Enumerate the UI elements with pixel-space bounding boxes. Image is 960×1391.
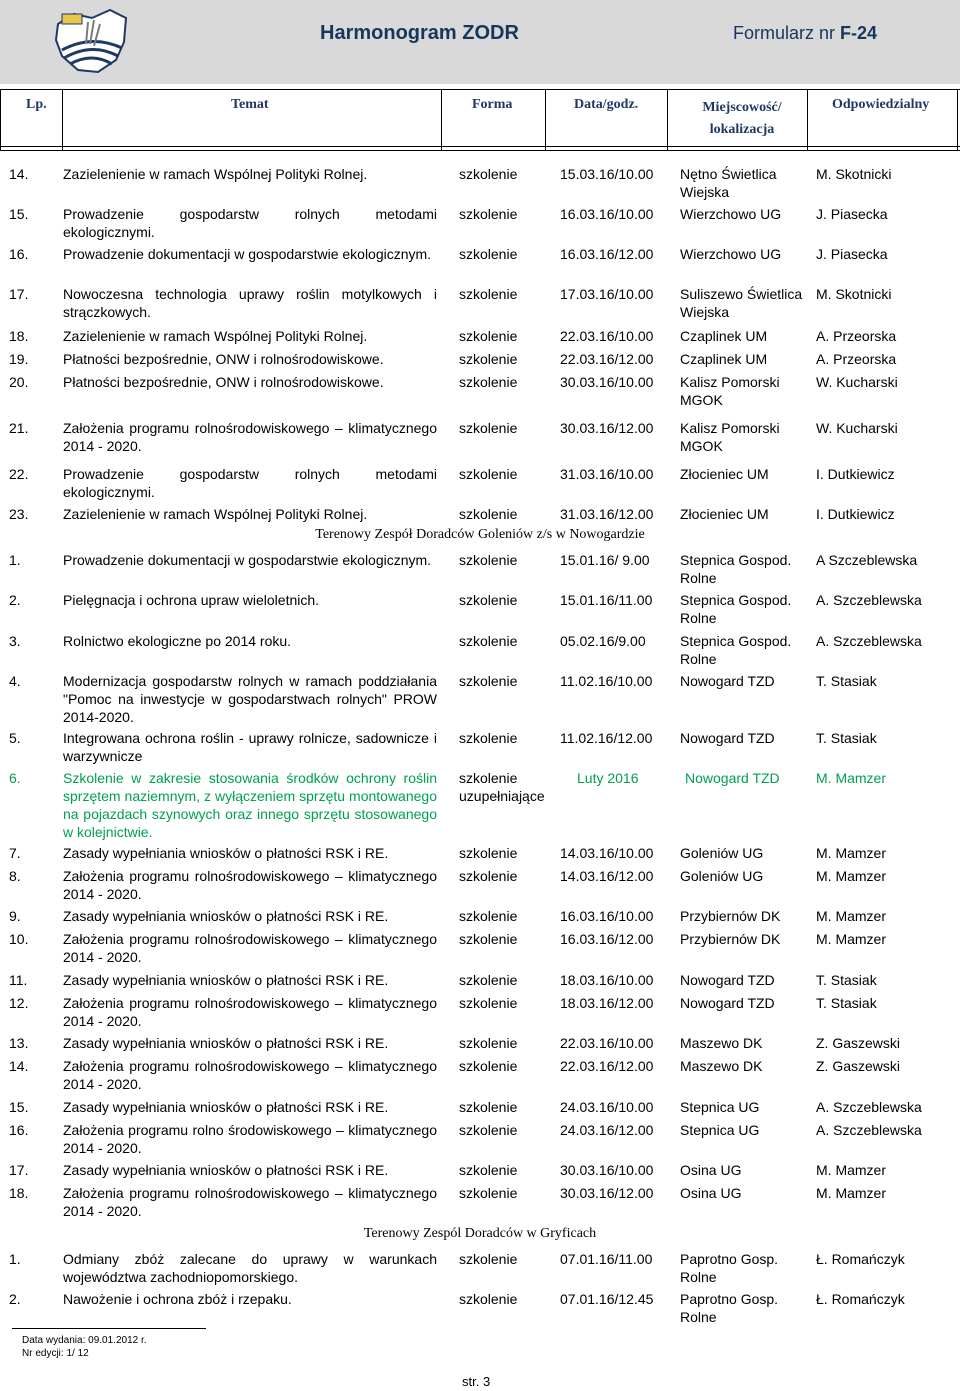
cell-forma: szkolenie — [459, 845, 518, 861]
cell-num: 15. — [9, 206, 29, 222]
cell-topic: Prowadzenie gospodarstw rolnych metodami ekologicznymi. — [63, 466, 437, 500]
cell-resp: A. Szczeblewska — [816, 1122, 922, 1138]
cell-num: 23. — [9, 506, 29, 522]
cell-loc: Goleniów UG — [680, 845, 764, 861]
cell-forma: szkolenie — [459, 506, 518, 522]
page-title: Harmonogram ZODR — [320, 22, 519, 44]
cell-num: 19. — [9, 351, 29, 367]
cell-loc: Goleniów UG — [680, 868, 764, 884]
cell-date: 17.03.16/10.00 — [560, 286, 654, 302]
cell-num: 9. — [9, 908, 21, 924]
cell-resp: T. Stasiak — [816, 730, 877, 746]
cell-topic: Zasady wypełniania wniosków o płatności RSK i RE. — [63, 1035, 389, 1051]
cell-topic: Zasady wypełniania wniosków o płatności RSK i RE. — [63, 1099, 389, 1115]
cell-topic: Nawożenie i ochrona zbóż i rzepaku. — [63, 1291, 292, 1307]
cell-resp: I. Dutkiewicz — [816, 466, 895, 482]
cell-resp: T. Stasiak — [816, 673, 877, 689]
cell-topic: Zazielenienie w ramach Wspólnej Polityki Rolnej. — [63, 506, 368, 522]
cell-forma: szkolenie — [459, 206, 518, 222]
cell-loc: Czaplinek UM — [680, 328, 768, 344]
footer-rule — [12, 1328, 206, 1329]
footer-issue-date: Data wydania: 09.01.2012 r. — [22, 1335, 147, 1346]
cell-resp: Z. Gaszewski — [816, 1035, 901, 1051]
cell-num: 10. — [9, 931, 29, 947]
cell-date: 15.01.16/11.00 — [560, 592, 653, 608]
cell-resp: J. Piasecka — [816, 246, 888, 262]
cell-resp: Ł. Romańczyk — [816, 1251, 905, 1267]
cell-forma: szkolenie — [459, 552, 518, 568]
column-header-forma: Forma — [472, 97, 513, 112]
column-header-miejsce: Miejscowość/ lokalizacja — [702, 100, 782, 137]
cell-date: 14.03.16/12.00 — [560, 868, 654, 884]
cell-resp: A. Szczeblewska — [816, 592, 922, 608]
cell-topic: Zasady wypełniania wniosków o płatności RSK i RE. — [63, 845, 389, 861]
cell-forma: szkolenie — [459, 246, 518, 262]
cell-num: 17. — [9, 286, 29, 302]
cell-loc: Osina UG — [680, 1162, 742, 1178]
cell-topic: Płatności bezpośrednie, ONW i rolnośrodowiskowe. — [63, 351, 384, 367]
cell-loc: Nowogard TZD — [680, 972, 775, 988]
cell-resp: Z. Gaszewski — [816, 1058, 901, 1074]
cell-topic: Odmiany zbóż zalecane do uprawy w warunkach województwa zachodniopomorskiego. — [63, 1251, 437, 1285]
cell-num: 15. — [9, 1099, 29, 1115]
cell-num: 8. — [9, 868, 21, 884]
cell-topic: Zasady wypełniania wniosków o płatności RSK i RE. — [63, 972, 389, 988]
cell-num: 2. — [9, 592, 21, 608]
cell-date: 07.01.16/11.00 — [560, 1251, 653, 1267]
cell-forma: szkolenie — [459, 374, 518, 390]
cell-date: 31.03.16/10.00 — [560, 466, 654, 482]
cell-num: 7. — [9, 845, 21, 861]
cell-loc: Kalisz Pomorski MGOK — [680, 374, 780, 408]
cell-loc: Złocieniec UM — [680, 466, 769, 482]
section-title-gryfice: Terenowy Zespól Doradców w Gryficach — [363, 1226, 597, 1241]
cell-num: 18. — [9, 1185, 29, 1201]
cell-date: 16.03.16/10.00 — [560, 908, 654, 924]
cell-date: 14.03.16/10.00 — [560, 845, 654, 861]
cell-date: 11.02.16/10.00 — [560, 673, 653, 689]
cell-topic: Rolnictwo ekologiczne po 2014 roku. — [63, 633, 292, 649]
cell-topic: Zazielenienie w ramach Wspólnej Polityki Rolnej. — [63, 328, 368, 344]
cell-loc: Osina UG — [680, 1185, 742, 1201]
cell-num: 1. — [9, 552, 21, 568]
cell-topic: Integrowana ochrona roślin - uprawy rolnicze, sadownicze i warzywnicze — [63, 730, 437, 764]
cell-forma: szkolenie — [459, 633, 518, 649]
cell-loc: Przybiernów DK — [680, 931, 781, 947]
cell-loc: Kalisz Pomorski MGOK — [680, 420, 780, 454]
cell-topic: Założenia programu rolnośrodowiskowego – klimatycznego 2014 - 2020. — [63, 420, 437, 454]
cell-loc: Nowogard TZD — [685, 770, 780, 786]
column-header-lp: Lp. — [26, 97, 47, 112]
cell-forma: szkolenie — [459, 1291, 518, 1307]
cell-resp: W. Kucharski — [816, 420, 898, 436]
cell-loc: Stepnica Gospod. Rolne — [680, 633, 792, 667]
cell-resp: M. Mamzer — [816, 1185, 886, 1201]
cell-resp: T. Stasiak — [816, 995, 877, 1011]
cell-date: 30.03.16/12.00 — [560, 1185, 654, 1201]
cell-loc: Stepnica UG — [680, 1122, 760, 1138]
cell-topic: Płatności bezpośrednie, ONW i rolnośrodowiskowe. — [63, 374, 384, 390]
cell-num: 16. — [9, 246, 29, 262]
cell-date: 22.03.16/10.00 — [560, 1035, 654, 1051]
cell-forma: szkolenie — [459, 328, 518, 344]
cell-topic: Szkolenie w zakresie stosowania środków ochrony roślin sprzętem naziemnym, z wyłączeniem sprzętu montowanego na pojazdach szynowych oraz innego sprzętu stosowanego w kolejnictwie. — [63, 770, 437, 840]
cell-forma: szkolenie — [459, 1162, 518, 1178]
cell-forma: szkolenie — [459, 1185, 518, 1201]
cell-resp: A. Przeorska — [816, 351, 897, 367]
cell-topic: Modernizacja gospodarstw rolnych w ramach poddziałania "Pomoc na inwestycje w gospodarstwach rolnych" PROW 2014-2020. — [63, 673, 437, 725]
cell-topic: Zazielenienie w ramach Wspólnej Polityki Rolnej. — [63, 166, 368, 182]
cell-forma: szkolenie uzupełniające — [459, 770, 545, 804]
column-header-odpowiedzialny: Odpowiedzialny — [832, 97, 930, 112]
cell-date: 30.03.16/10.00 — [560, 374, 654, 390]
cell-resp: Ł. Romańczyk — [816, 1291, 905, 1307]
cell-date: 16.03.16/10.00 — [560, 206, 654, 222]
cell-forma: szkolenie — [459, 466, 518, 482]
cell-loc: Stepnica Gospod. Rolne — [680, 552, 792, 586]
cell-date: 22.03.16/10.00 — [560, 328, 654, 344]
cell-loc: Paprotno Gosp. Rolne — [680, 1291, 779, 1325]
cell-forma: szkolenie — [459, 351, 518, 367]
cell-num: 13. — [9, 1035, 29, 1051]
cell-forma: szkolenie — [459, 166, 518, 182]
cell-date: 24.03.16/12.00 — [560, 1122, 654, 1138]
cell-loc: Nętno Świetlica Wiejska — [680, 166, 777, 200]
column-header-data: Data/godz. — [574, 97, 639, 112]
cell-date: 22.03.16/12.00 — [560, 1058, 654, 1074]
cell-loc: Nowogard TZD — [680, 673, 775, 689]
cell-loc: Suliszewo Świetlica Wiejska — [680, 286, 803, 320]
cell-loc: Nowogard TZD — [680, 995, 775, 1011]
cell-date: 15.03.16/10.00 — [560, 166, 654, 182]
cell-resp: I. Dutkiewicz — [816, 506, 895, 522]
cell-date: 30.03.16/12.00 — [560, 420, 654, 436]
cell-loc: Paprotno Gosp. Rolne — [680, 1251, 779, 1285]
cell-topic: Prowadzenie dokumentacji w gospodarstwie ekologicznym. — [63, 246, 432, 262]
cell-date: 30.03.16/10.00 — [560, 1162, 654, 1178]
cell-loc: Złocieniec UM — [680, 506, 769, 522]
cell-resp: M. Mamzer — [816, 1162, 886, 1178]
cell-forma: szkolenie — [459, 1122, 518, 1138]
cell-loc: Nowogard TZD — [680, 730, 775, 746]
cell-num: 12. — [9, 995, 29, 1011]
cell-resp: A Szczeblewska — [816, 552, 918, 568]
cell-forma: szkolenie — [459, 868, 518, 884]
cell-loc: Wierzchowo UG — [680, 246, 782, 262]
cell-forma: szkolenie — [459, 673, 518, 689]
cell-loc: Maszewo DK — [680, 1035, 763, 1051]
footer-edition: Nr edycji: 1/ 12 — [22, 1348, 89, 1359]
cell-topic: Założenia programu rolnośrodowiskowego – klimatycznego 2014 - 2020. — [63, 1185, 437, 1219]
cell-topic: Nowoczesna technologia uprawy roślin motylkowych i strączkowych. — [63, 286, 437, 320]
cell-forma: szkolenie — [459, 931, 518, 947]
cell-num: 16. — [9, 1122, 29, 1138]
form-number-label: Formularz nr F-24 — [733, 23, 878, 43]
cell-date: 16.03.16/12.00 — [560, 931, 654, 947]
cell-forma: szkolenie — [459, 995, 518, 1011]
cell-date: Luty 2016 — [577, 770, 639, 786]
cell-topic: Założenia programu rolnośrodowiskowego – klimatycznego 2014 - 2020. — [63, 868, 437, 902]
cell-num: 4. — [9, 673, 21, 689]
cell-resp: J. Piasecka — [816, 206, 888, 222]
cell-forma: szkolenie — [459, 730, 518, 746]
cell-forma: szkolenie — [459, 592, 518, 608]
cell-topic: Prowadzenie dokumentacji w gospodarstwie ekologicznym. — [63, 552, 432, 568]
cell-resp: W. Kucharski — [816, 374, 898, 390]
cell-forma: szkolenie — [459, 972, 518, 988]
cell-num: 6. — [9, 770, 21, 786]
cell-resp: M. Skotnicki — [816, 286, 892, 302]
cell-resp: M. Mamzer — [816, 770, 886, 786]
cell-forma: szkolenie — [459, 420, 518, 436]
cell-resp: M. Mamzer — [816, 908, 886, 924]
cell-forma: szkolenie — [459, 908, 518, 924]
cell-topic: Założenia programu rolnośrodowiskowego – klimatycznego 2014 - 2020. — [63, 995, 437, 1029]
cell-num: 2. — [9, 1291, 21, 1307]
cell-num: 18. — [9, 328, 29, 344]
cell-resp: A. Przeorska — [816, 328, 897, 344]
cell-topic: Prowadzenie gospodarstw rolnych metodami ekologicznymi. — [63, 206, 437, 240]
cell-forma: szkolenie — [459, 1099, 518, 1115]
cell-resp: M. Mamzer — [816, 868, 886, 884]
cell-num: 5. — [9, 730, 21, 746]
cell-date: 22.03.16/12.00 — [560, 351, 654, 367]
cell-num: 11. — [9, 972, 28, 988]
cell-date: 18.03.16/10.00 — [560, 972, 654, 988]
cell-loc: Wierzchowo UG — [680, 206, 782, 222]
cell-date: 16.03.16/12.00 — [560, 246, 654, 262]
cell-num: 14. — [9, 1058, 29, 1074]
cell-num: 1. — [9, 1251, 21, 1267]
cell-resp: T. Stasiak — [816, 972, 877, 988]
cell-num: 17. — [9, 1162, 29, 1178]
cell-date: 07.01.16/12.45 — [560, 1291, 654, 1307]
cell-forma: szkolenie — [459, 1251, 518, 1267]
cell-date: 24.03.16/10.00 — [560, 1099, 654, 1115]
section-title-golenow: Terenowy Zespół Doradców Goleniów z/s w Nowogardzie — [315, 527, 645, 542]
cell-num: 22. — [9, 466, 29, 482]
cell-resp: M. Skotnicki — [816, 166, 892, 182]
cell-resp: M. Mamzer — [816, 931, 886, 947]
cell-date: 05.02.16/9.00 — [560, 633, 646, 649]
page-number: str. 3 — [462, 1374, 491, 1389]
cell-date: 15.01.16/ 9.00 — [560, 552, 650, 568]
column-header-temat: Temat — [231, 97, 269, 112]
cell-topic: Zasady wypełniania wniosków o płatności RSK i RE. — [63, 1162, 389, 1178]
cell-forma: szkolenie — [459, 1035, 518, 1051]
cell-topic: Pielęgnacja i ochrona upraw wieloletnich. — [63, 592, 320, 608]
cell-resp: A. Szczeblewska — [816, 1099, 922, 1115]
cell-num: 14. — [9, 166, 29, 182]
cell-forma: szkolenie — [459, 1058, 518, 1074]
cell-topic: Zasady wypełniania wniosków o płatności RSK i RE. — [63, 908, 389, 924]
cell-topic: Założenia programu rolnośrodowiskowego – klimatycznego 2014 - 2020. — [63, 1058, 437, 1092]
cell-loc: Maszewo DK — [680, 1058, 763, 1074]
cell-resp: A. Szczeblewska — [816, 633, 922, 649]
cell-num: 3. — [9, 633, 21, 649]
cell-loc: Stepnica UG — [680, 1099, 760, 1115]
cell-topic: Założenia programu rolnośrodowiskowego – klimatycznego 2014 - 2020. — [63, 931, 437, 965]
cell-loc: Stepnica Gospod. Rolne — [680, 592, 792, 626]
cell-loc: Przybiernów DK — [680, 908, 781, 924]
cell-num: 20. — [9, 374, 29, 390]
cell-date: 11.02.16/12.00 — [560, 730, 653, 746]
cell-forma: szkolenie — [459, 286, 518, 302]
cell-num: 21. — [9, 420, 29, 436]
cell-date: 31.03.16/12.00 — [560, 506, 654, 522]
cell-date: 18.03.16/12.00 — [560, 995, 654, 1011]
cell-loc: Czaplinek UM — [680, 351, 768, 367]
cell-resp: M. Mamzer — [816, 845, 886, 861]
cell-topic: Założenia programu rolno środowiskowego – klimatycznego 2014 - 2020. — [63, 1122, 437, 1156]
